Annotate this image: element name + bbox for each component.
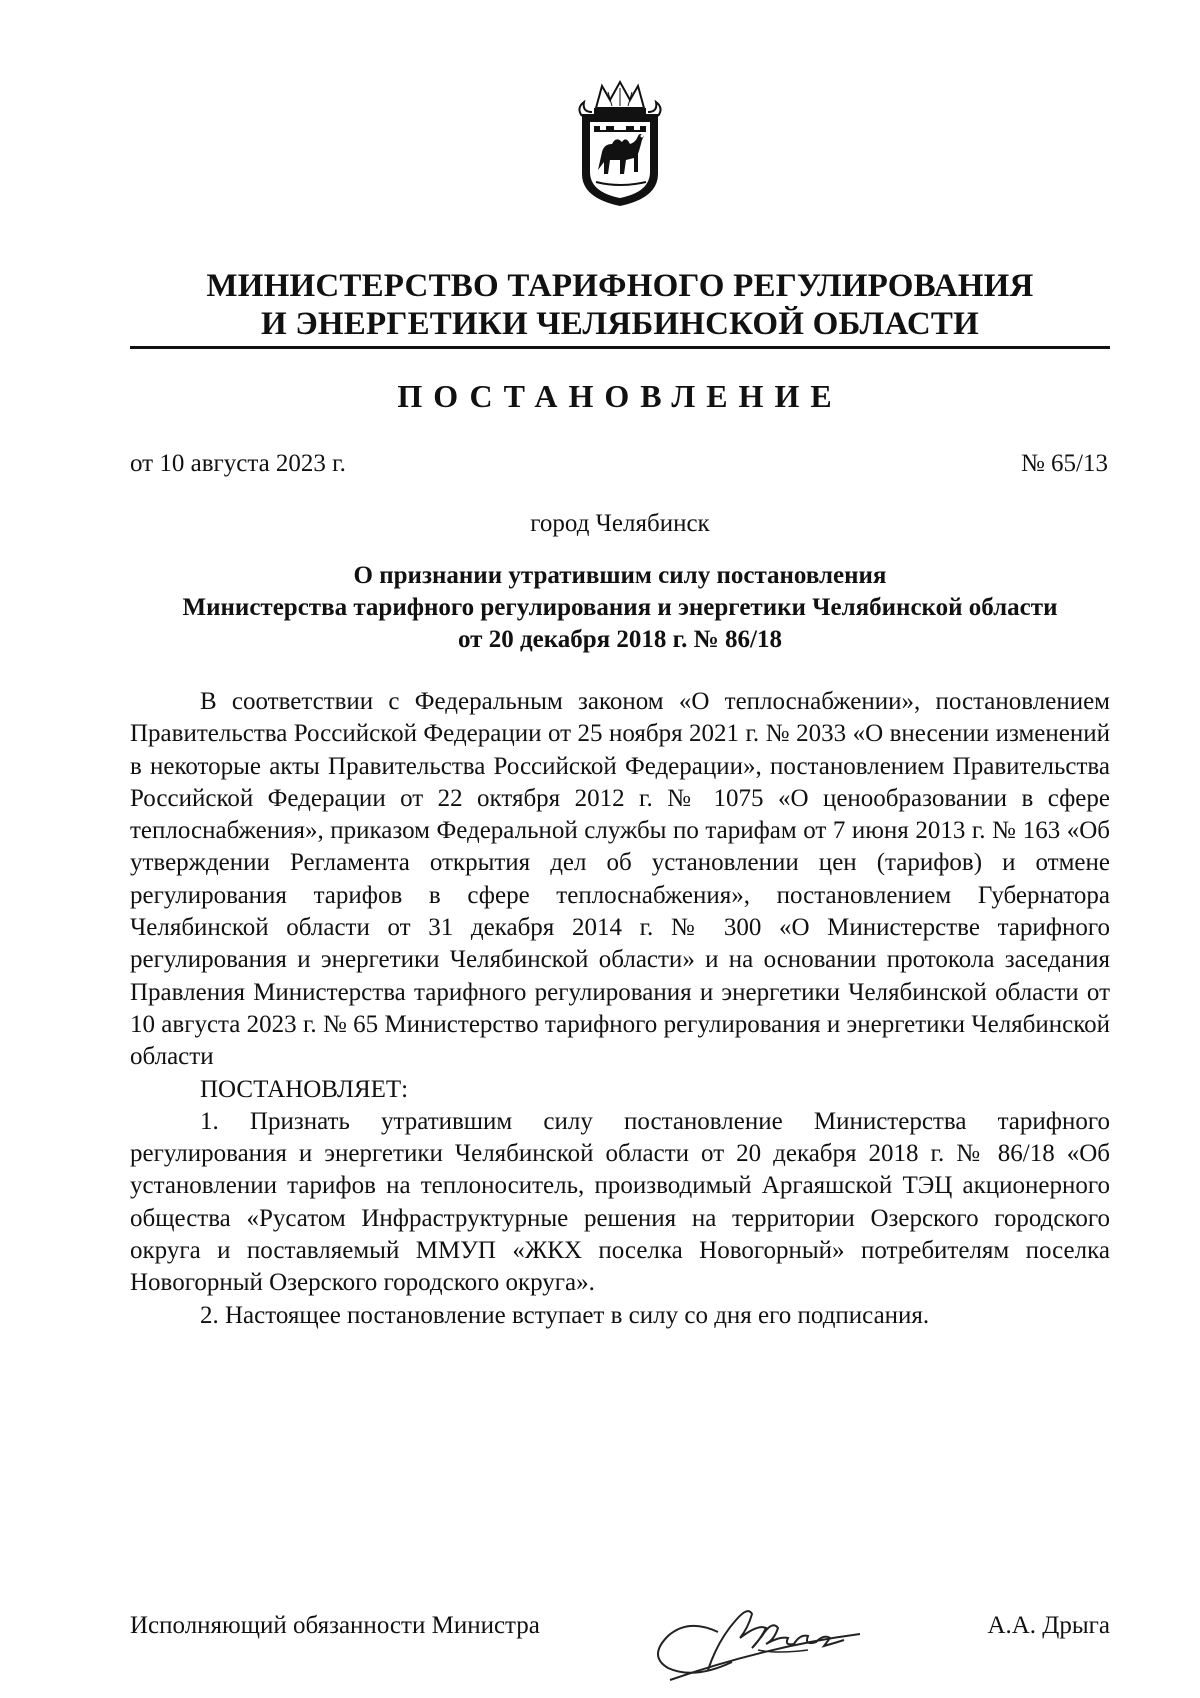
document-type: ПОСТАНОВЛЕНИЕ [397, 378, 843, 414]
resolution-item-1: 1. Признать утратившим силу постановление Министерства тарифного регулирования и энергетики Челябинской области от 20 декабря 2018 г. № 86/18 «Об установлении тарифов на теплоноситель, производимый Аргаяшской ТЭЦ акционерного общества «Русатом Инфраструктурные решения на территории Озерского городского округа и поставляемый ММУП «ЖКХ поселка Новогорный» потребителям поселка Новогорный Озерского городского округа». [130, 1107, 1110, 1297]
document-title-line2: Министерства тарифного регулирования и энергетики Челябинской области [182, 594, 1058, 621]
document-body [130, 686, 1110, 1332]
document-title-line3: от 20 декабря 2018 г. № 86/18 [458, 626, 782, 653]
document-title-line1: О признании утратившим силу постановления [353, 562, 887, 589]
signature-block [130, 1612, 1110, 1672]
document-city: город Челябинск [530, 510, 710, 537]
resolves-heading: ПОСТАНОВЛЯЕТ: [200, 1075, 409, 1103]
signatory-name: А.А. Дрыга [987, 1612, 1110, 1639]
chelyabinsk-coat-of-arms-icon [568, 78, 672, 210]
header-divider [130, 346, 1110, 349]
document-date: от 10 августа 2023 г. [130, 450, 346, 477]
preamble-paragraph: В соответствии с Федеральным законом «О теплоснабжении», постановлением Правительства Российской Федерации от 25 ноября 2021 г. № 2033 «О внесении изменений в некоторые акты Правительства Российской Федерации», постановлением Правительства Российской Федерации от 22 октября 2012 г. № 1075 «О ценообразовании в сфере теплоснабжения», приказом Федеральной службы по тарифам от 7 июня 2013 г. № 163 «Об утверждении Регламента открытия дел об установлении цен (тарифов) и отмене регулирования тарифов в сфере теплоснабжения», постановлением Губернатора Челябинской области от 31 декабря 2014 г. № 300 «О Министерстве тарифного регулирования и энергетики Челябинской области» и на основании протокола заседания Правления Министерства тарифного регулирования и энергетики Челябинской области от 10 августа 2023 г. № 65 Министерство тарифного регулирования и энергетики Челябинской области [130, 688, 1110, 1071]
signatory-position: Исполняющий обязанности Министра [130, 1612, 540, 1639]
document-number: № 65/13 [1020, 450, 1108, 477]
resolution-item-2: 2. Настоящее постановление вступает в силу со дня его подписания. [200, 1301, 930, 1329]
ministry-name-line1: МИНИСТЕРСТВО ТАРИФНОГО РЕГУЛИРОВАНИЯ [206, 268, 1034, 304]
ministry-name-line2: И ЭНЕРГЕТИКИ ЧЕЛЯБИНСКОЙ ОБЛАСТИ [261, 306, 979, 342]
